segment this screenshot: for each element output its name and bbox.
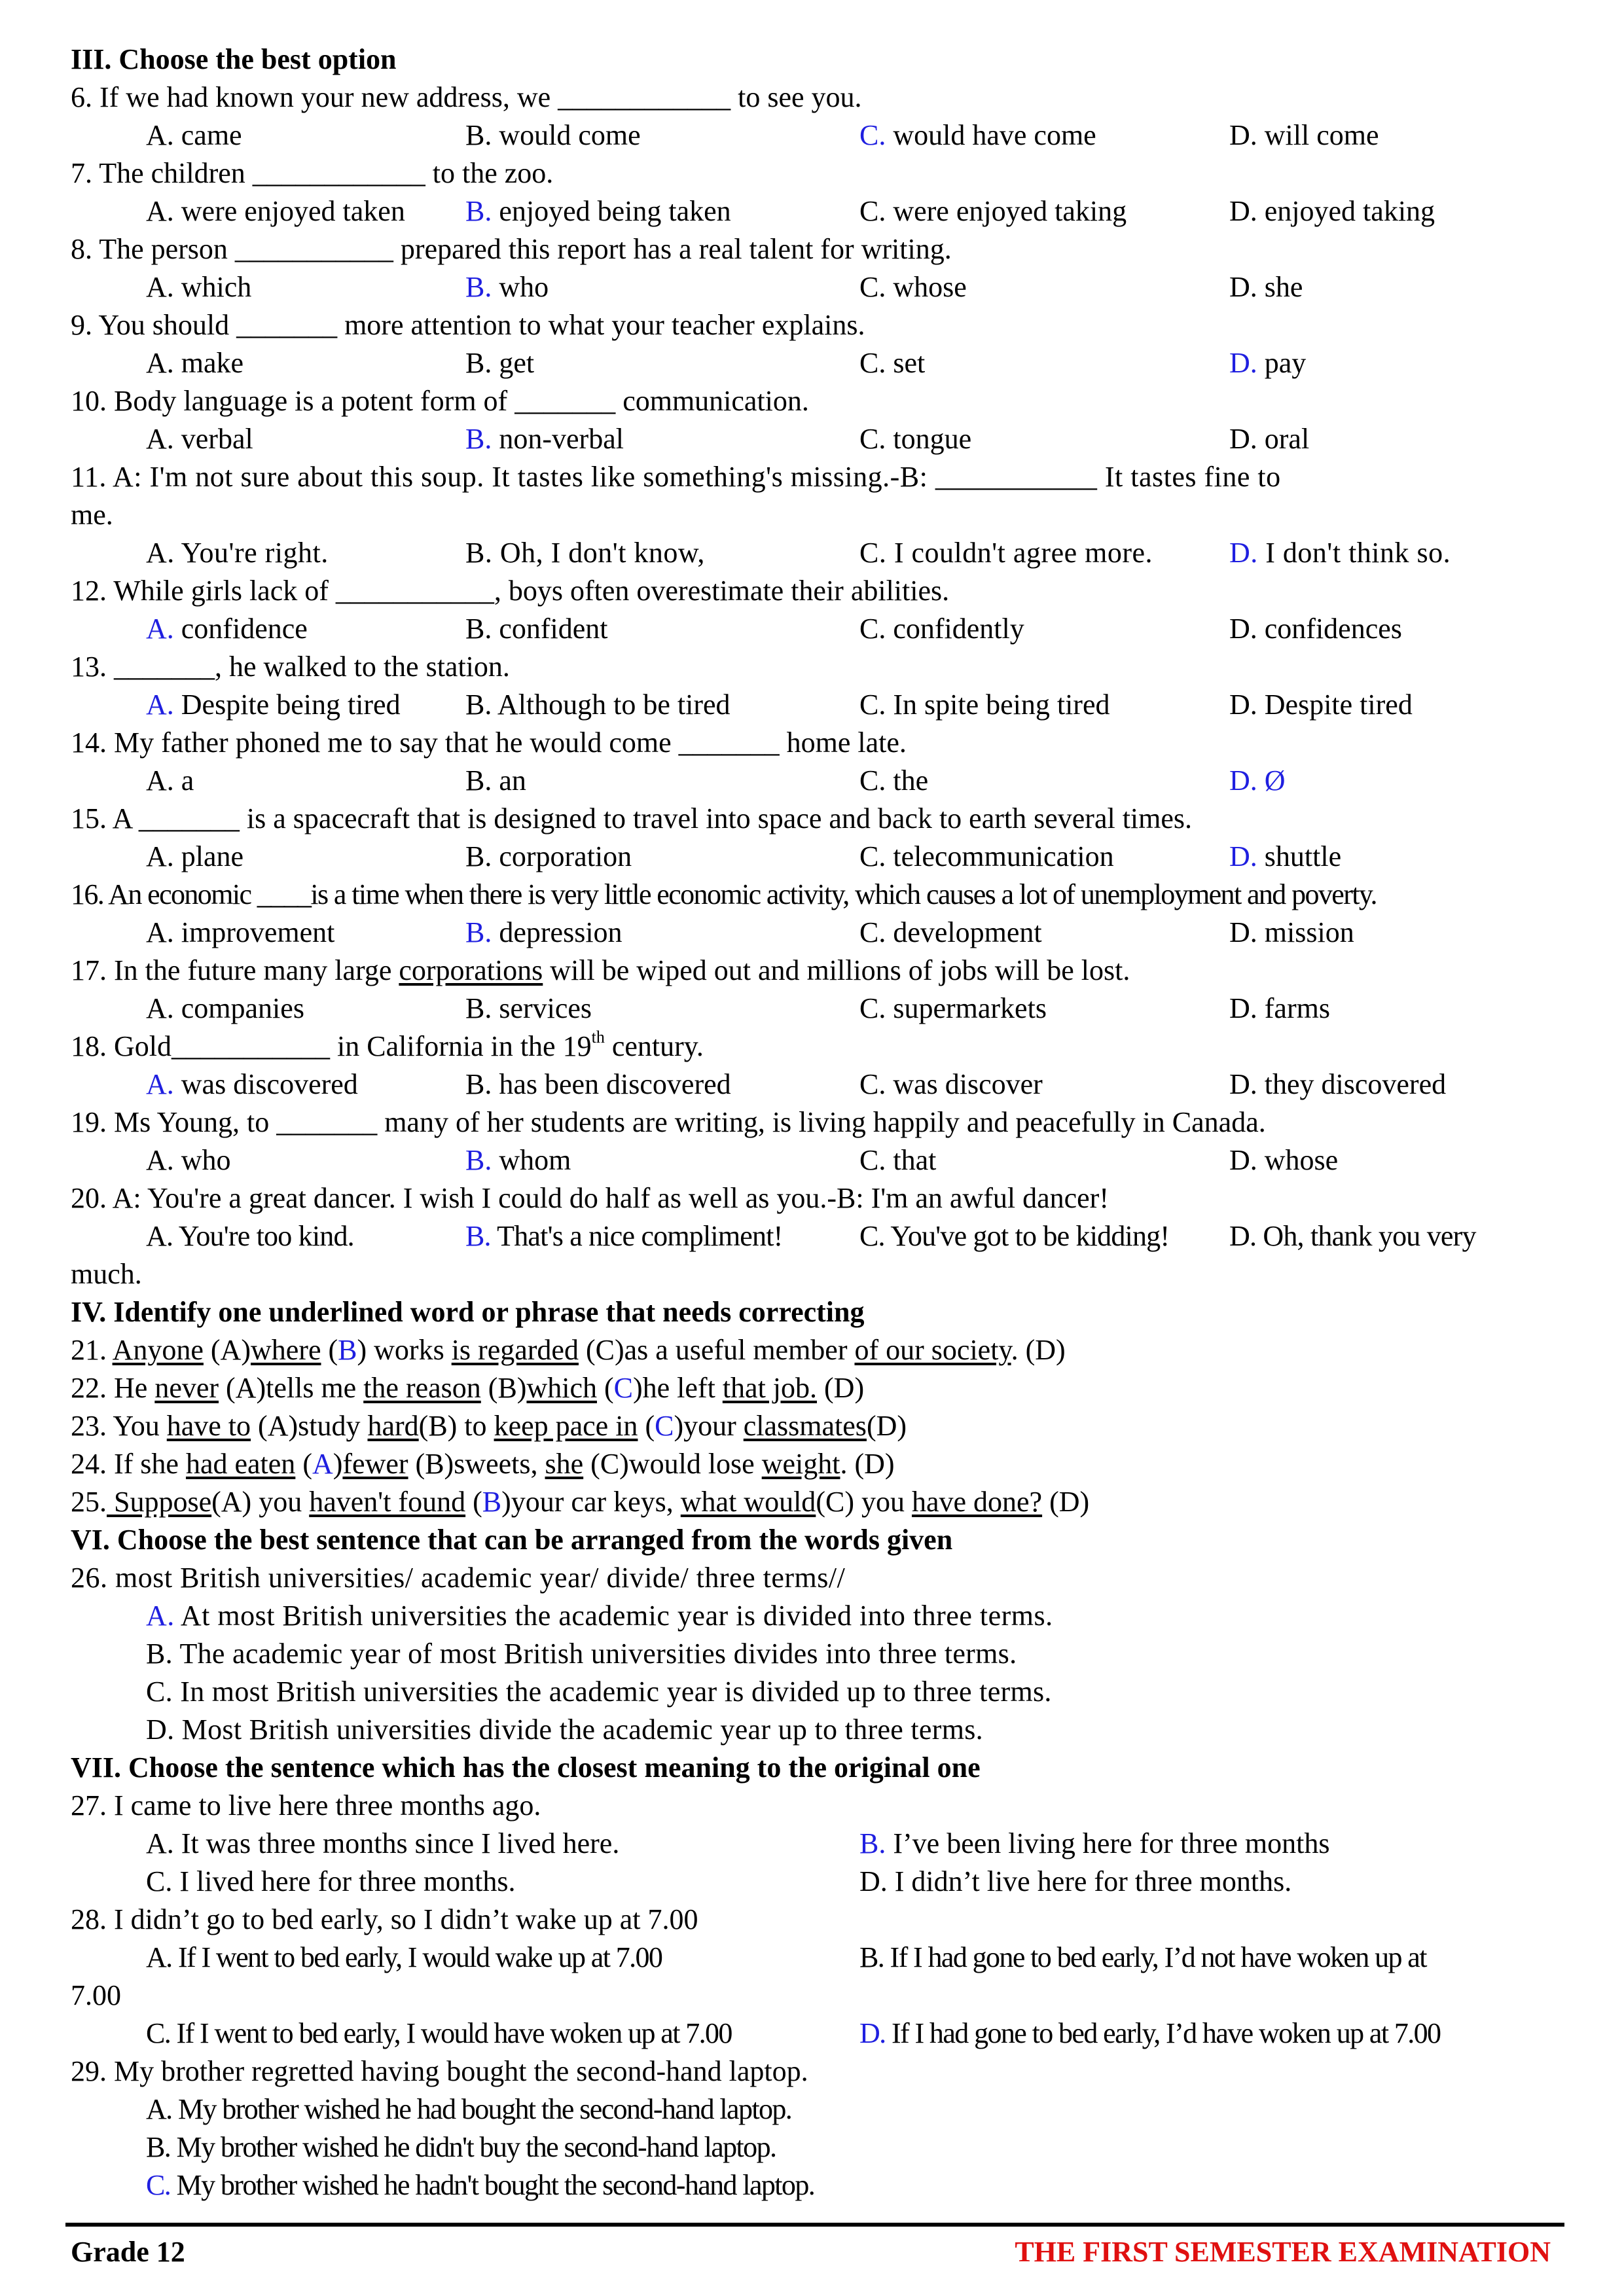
answer-marker: C. <box>146 2169 171 2201</box>
error-question: 23. You have to (A)study hard(B) to keep pace in (C)your classmates(D) <box>71 1410 907 1442</box>
option-a: A. You're right. <box>146 537 329 569</box>
sentence-option: A. At most British universities the academic year is divided into three terms. <box>146 1600 1053 1632</box>
option-b: B. who <box>465 271 549 303</box>
answer-marker: D. <box>1229 764 1257 797</box>
option-d: D. they discovered <box>1229 1068 1447 1100</box>
question-stem: 11. A: I'm not sure about this soup. It tastes like something's missing.-B: ___________ It tastes fine to <box>71 461 1281 493</box>
option-a: A. plane <box>146 840 244 872</box>
options-row <box>71 420 1553 458</box>
option-b: B. enjoyed being taken <box>465 195 731 227</box>
option-a: A. who <box>146 1144 231 1176</box>
sentence-option: B. The academic year of most British universities divides into three terms. <box>146 1638 1017 1670</box>
question-stem: 6. If we had known your new address, we ____________ to see you. <box>71 81 862 113</box>
underlined-word: corporations <box>399 954 543 986</box>
option-a: A. a <box>146 764 194 797</box>
answer-marker: A. <box>146 1600 175 1632</box>
question-stem: 26. most British universities/ academic year/ divide/ three terms// <box>71 1562 846 1594</box>
options-row <box>71 344 1553 382</box>
option-d: D. If I had gone to bed early, I’d have woken up at 7.00 <box>859 2017 1441 2049</box>
option-a: A. verbal <box>146 423 253 455</box>
options-row <box>71 838 1553 876</box>
error-question: 25. Suppose(A) you haven't found (B)your car keys, what would(C) you have done? (D) <box>71 1486 1090 1518</box>
section-heading: IV. Identify one underlined word or phrase that needs correcting <box>71 1296 865 1328</box>
error-question: 22. He never (A)tells me the reason (B)which (C)he left that job. (D) <box>71 1372 865 1404</box>
option-c: C. In spite being tired <box>859 689 1110 721</box>
answer-marker: D. <box>1229 537 1258 569</box>
answer-marker: B <box>482 1486 502 1518</box>
options-row <box>71 1217 1553 1255</box>
option-c: C. were enjoyed taking <box>859 195 1127 227</box>
option-b: B. I’ve been living here for three months <box>859 1827 1330 1859</box>
question-stem: 20. A: You're a great dancer. I wish I could do half as well as you.-B: I'm an awful dancer! <box>71 1182 1109 1214</box>
question-stem-continued: me. <box>71 499 113 531</box>
option-d: D. will come <box>1229 119 1379 151</box>
option-d: D. farms <box>1229 992 1330 1024</box>
option-c: C. I couldn't agree more. <box>859 537 1153 569</box>
options-row <box>71 117 1553 154</box>
option-d: D. Ø <box>1229 764 1286 797</box>
options-row <box>71 534 1553 572</box>
option-a: A. which <box>146 271 252 303</box>
option-a: A. were enjoyed taken <box>146 195 405 227</box>
option-b: B. whom <box>465 1144 571 1176</box>
option-b: B. an <box>465 764 526 797</box>
section-heading: III. Choose the best option <box>71 43 397 75</box>
option-d: D. I didn’t live here for three months. <box>859 1865 1292 1897</box>
options-row <box>71 1141 1553 1179</box>
option-continued: 7.00 <box>71 1979 121 2011</box>
answer-marker: C. <box>859 119 886 151</box>
option-b: B. Oh, I don't know, <box>465 537 705 569</box>
sentence-option: C. In most British universities the academic year is divided up to three terms. <box>146 1676 1052 1708</box>
question-stem: 13. _______, he walked to the station. <box>71 651 510 683</box>
option-b: B. would come <box>465 119 641 151</box>
option-c: C. that <box>859 1144 937 1176</box>
option-d: D. Oh, thank you very <box>1229 1220 1476 1252</box>
options-row <box>71 1825 1553 1863</box>
option-b: B. If I had gone to bed early, I’d not have woken up at <box>859 1941 1426 1973</box>
option-a: A. came <box>146 119 242 151</box>
options-row <box>71 914 1553 952</box>
option-c: C. You've got to be kidding! <box>859 1220 1170 1252</box>
option-a: A. It was three months since I lived here. <box>146 1827 620 1859</box>
option-b: B. get <box>465 347 535 379</box>
question-stem: 9. You should _______ more attention to what your teacher explains. <box>71 309 865 341</box>
option-c: C. I lived here for three months. <box>146 1865 516 1897</box>
option-d: D. mission <box>1229 916 1354 948</box>
option-c: C. confidently <box>859 613 1024 645</box>
option-d: D. she <box>1229 271 1303 303</box>
option-a: A. Despite being tired <box>146 689 401 721</box>
footer-rule <box>65 2223 1564 2227</box>
option-a: A. You're too kind. <box>146 1220 354 1252</box>
answer-marker: A. <box>146 613 174 645</box>
option-c: C. was discover <box>859 1068 1043 1100</box>
footer-grade: Grade 12 <box>71 2236 185 2268</box>
answer-marker: B. <box>465 423 492 455</box>
answer-marker: B <box>338 1334 357 1366</box>
question-stem: 10. Body language is a potent form of _______ communication. <box>71 385 809 417</box>
question-stem: 29. My brother regretted having bought the second-hand laptop. <box>71 2055 808 2087</box>
section-heading: VI. Choose the best sentence that can be arranged from the words given <box>71 1524 953 1556</box>
answer-marker: A. <box>146 1068 174 1100</box>
error-question: 21. Anyone (A)where (B) works is regarded (C)as a useful member of our society. (D) <box>71 1334 1066 1366</box>
answer-marker: C <box>655 1410 674 1442</box>
option-a: A. If I went to bed early, I would wake up at 7.00 <box>146 1941 662 1973</box>
option-d: D. whose <box>1229 1144 1339 1176</box>
question-stem: 17. In the future many large corporations will be wiped out and millions of jobs will be lost. <box>71 954 1130 986</box>
options-row <box>71 268 1553 306</box>
option-c: C. set <box>859 347 926 379</box>
answer-marker: D. <box>859 2017 886 2049</box>
answer-marker: D. <box>1229 840 1257 872</box>
answer-marker: C <box>613 1372 633 1404</box>
question-stem: 12. While girls lack of ___________, boys often overestimate their abilities. <box>71 575 950 607</box>
option-a: A. companies <box>146 992 304 1024</box>
answer-marker: D. <box>1229 347 1257 379</box>
sentence-option: A. My brother wished he had bought the second-hand laptop. <box>146 2093 792 2125</box>
option-c: C. the <box>859 764 929 797</box>
question-stem: 8. The person ___________ prepared this report has a real talent for writing. <box>71 233 952 265</box>
options-row <box>71 192 1553 230</box>
question-stem: 28. I didn’t go to bed early, so I didn’t wake up at 7.00 <box>71 1903 698 1935</box>
option-c: C. development <box>859 916 1042 948</box>
option-continued: much. <box>71 1258 142 1290</box>
option-d: D. shuttle <box>1229 840 1342 872</box>
options-row <box>71 1066 1553 1103</box>
option-b: B. That's a nice compliment! <box>465 1220 783 1252</box>
sentence-option: C. My brother wished he hadn't bought the second-hand laptop. <box>146 2169 815 2201</box>
options-row <box>71 610 1553 648</box>
option-c: C. If I went to bed early, I would have woken up at 7.00 <box>146 2017 732 2049</box>
option-a: A. make <box>146 347 244 379</box>
answer-marker: B. <box>465 1144 492 1176</box>
question-stem: 7. The children ____________ to the zoo. <box>71 157 554 189</box>
answer-marker: B. <box>465 1220 491 1252</box>
sentence-option: D. Most British universities divide the academic year up to three terms. <box>146 1713 983 1746</box>
options-row <box>71 1863 1553 1901</box>
options-row <box>71 990 1553 1028</box>
option-a: A. was discovered <box>146 1068 358 1100</box>
option-d: D. Despite tired <box>1229 689 1413 721</box>
option-d: D. oral <box>1229 423 1310 455</box>
question-stem: 14. My father phoned me to say that he would come _______ home late. <box>71 726 907 759</box>
option-a: A. confidence <box>146 613 308 645</box>
option-c: C. would have come <box>859 119 1096 151</box>
error-question: 24. If she had eaten (A)fewer (B)sweets, she (C)would lose weight. (D) <box>71 1448 895 1480</box>
option-d: D. I don't think so. <box>1229 537 1451 569</box>
question-stem: 18. Gold___________ in California in the 19th century. <box>71 1028 704 1062</box>
option-c: C. supermarkets <box>859 992 1047 1024</box>
option-d: D. enjoyed taking <box>1229 195 1435 227</box>
option-c: C. whose <box>859 271 967 303</box>
option-b: B. corporation <box>465 840 632 872</box>
answer-marker: B. <box>465 195 492 227</box>
answer-marker: A <box>312 1448 333 1480</box>
option-a: A. improvement <box>146 916 335 948</box>
question-stem: 16. An economic ____is a time when there is very little economic activity, which causes a lot of unemployment and poverty. <box>71 878 1377 910</box>
question-stem: 15. A _______ is a spacecraft that is designed to travel into space and back to earth several times. <box>71 802 1193 834</box>
answer-marker: B. <box>859 1827 886 1859</box>
options-row <box>71 762 1553 800</box>
options-row <box>71 686 1553 724</box>
section-heading: VII. Choose the sentence which has the closest meaning to the original one <box>71 1751 981 1784</box>
option-d: D. confidences <box>1229 613 1402 645</box>
sentence-option: B. My brother wished he didn't buy the second-hand laptop. <box>146 2131 776 2163</box>
option-c: C. telecommunication <box>859 840 1114 872</box>
option-b: B. confident <box>465 613 608 645</box>
option-b: B. non-verbal <box>465 423 624 455</box>
option-b: B. depression <box>465 916 623 948</box>
footer-title: THE FIRST SEMESTER EXAMINATION <box>1015 2236 1551 2268</box>
option-b: B. Although to be tired <box>465 689 731 721</box>
answer-marker: B. <box>465 916 492 948</box>
answer-marker: A. <box>146 689 174 721</box>
options-row <box>71 1939 1553 1977</box>
question-stem: 19. Ms Young, to _______ many of her students are writing, is living happily and peacefully in Canada. <box>71 1106 1266 1138</box>
option-d: D. pay <box>1229 347 1307 379</box>
answer-marker: B. <box>465 271 492 303</box>
option-c: C. tongue <box>859 423 972 455</box>
question-stem: 27. I came to live here three months ago. <box>71 1789 541 1821</box>
option-b: B. has been discovered <box>465 1068 731 1100</box>
option-b: B. services <box>465 992 592 1024</box>
options-row <box>71 2015 1553 2053</box>
